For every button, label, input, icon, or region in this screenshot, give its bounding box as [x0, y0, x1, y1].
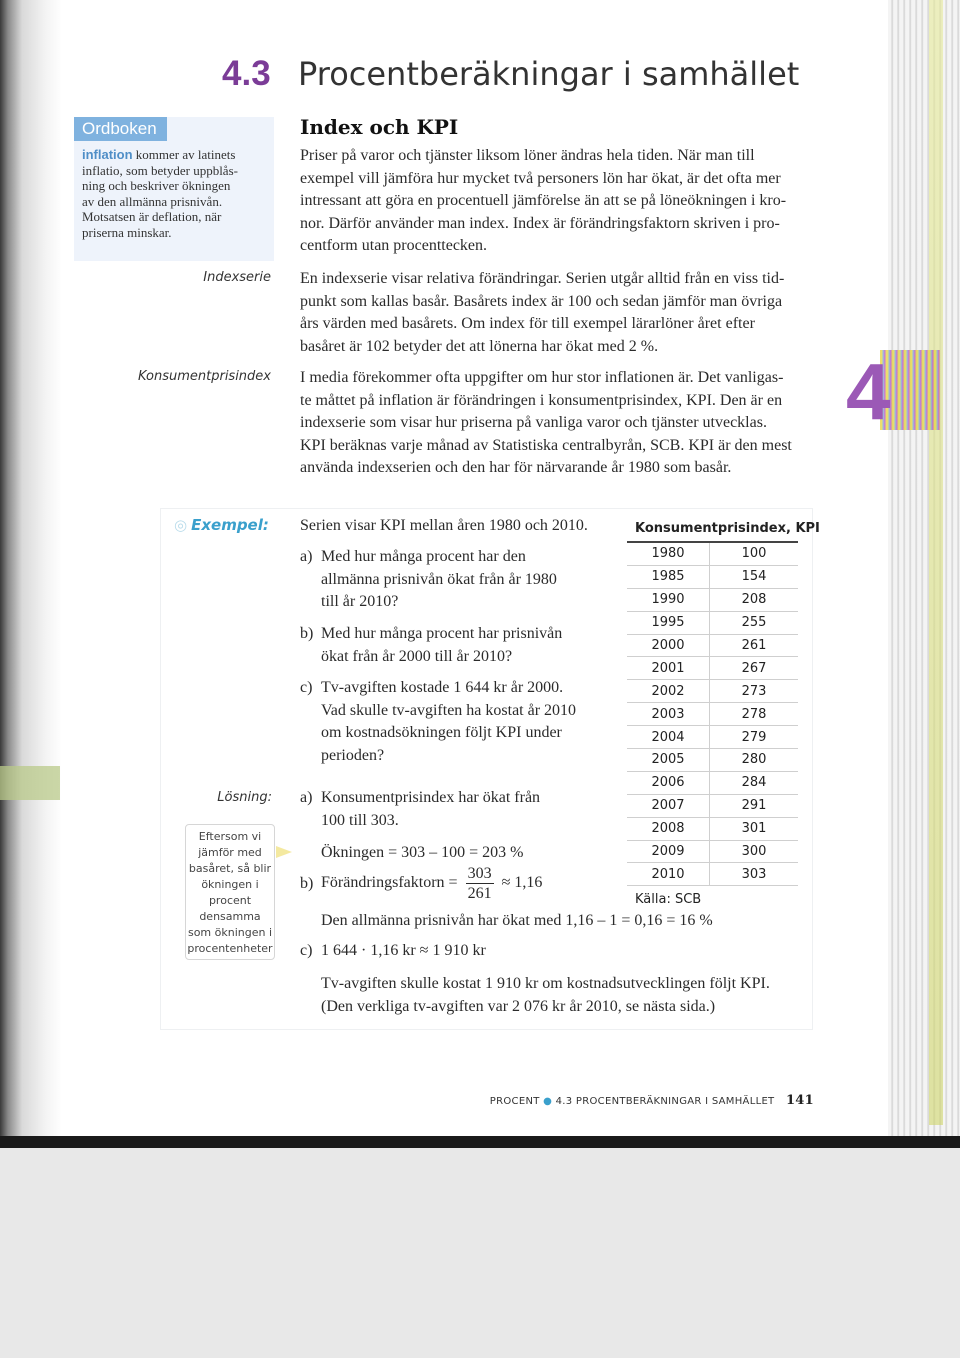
- question-c-label: c): [300, 679, 313, 696]
- kpi-value: 279: [741, 729, 767, 745]
- text-line: exempel vill jämföra hur mycket två personers lön har ökat, är det ofta mer: [300, 169, 781, 187]
- kpi-year: 2006: [627, 772, 710, 794]
- calc-suffix: ≈ 1,16: [501, 874, 543, 892]
- answer-a: [321, 787, 540, 832]
- kpi-year: 2000: [627, 635, 710, 657]
- page-number: 141: [785, 1093, 814, 1108]
- kpi-value: 301: [741, 821, 767, 837]
- question-b-label: b): [300, 625, 314, 642]
- page-stack-edge: [888, 0, 960, 1140]
- page-edge-marker: [0, 766, 60, 800]
- kpi-year: 1980: [627, 543, 710, 565]
- kpi-year: 1985: [627, 566, 710, 588]
- kpi-value: 208: [741, 592, 767, 608]
- note-pointer-icon: [276, 846, 292, 858]
- kpi-table: [627, 516, 820, 908]
- note-line: procent: [208, 894, 252, 907]
- text-line: te måttet på inflation är förändringen i konsumentprisindex, KPI. Den är en: [300, 391, 783, 409]
- question-b: [321, 623, 562, 668]
- ordboken-line: kommer av latinets: [135, 147, 236, 162]
- example-label: [174, 516, 269, 534]
- table-row: [627, 726, 798, 749]
- note-line: procentenheter: [187, 942, 273, 955]
- kpi-value: 261: [741, 638, 767, 653]
- page-footer: [490, 1093, 814, 1108]
- solution-label: Lösning:: [217, 790, 272, 805]
- ordboken-line: priserna minskar.: [82, 224, 172, 240]
- margin-term-indexserie: Indexserie: [203, 270, 271, 285]
- ordboken-line: ning och beskriver ökningen: [82, 178, 231, 193]
- kpi-year: 2003: [627, 703, 710, 725]
- table-row: [627, 589, 798, 612]
- margin-term-kpi: Konsumentprisindex: [137, 369, 271, 384]
- chapter-tab-number: 4: [846, 347, 891, 436]
- kpi-value: 273: [741, 683, 767, 699]
- fraction-numerator: 303: [467, 865, 492, 882]
- ordboken-title: Ordboken: [74, 117, 167, 141]
- note-line: jämför med: [198, 846, 262, 859]
- page-stack-tint: [929, 0, 943, 1125]
- text-line: (Den verkliga tv-avgiften var 2 076 kr år 2010, se nästa sida.): [321, 997, 716, 1015]
- text-line: KPI beräknas varje månad av Statistiska centralbyrån, SCB. KPI är den mest: [300, 436, 792, 454]
- footer-section: 4.3 PROCENTBERÄKNINGAR I SAMHÄLLET: [555, 1096, 775, 1107]
- kpi-value: 278: [741, 706, 767, 722]
- answer-c-calc: 1 644 · 1,16 kr ≈ 1 910 kr: [321, 942, 486, 959]
- text-line: Vad skulle tv-avgiften ha kostat år 2010: [321, 701, 577, 719]
- table-row: [627, 635, 798, 658]
- calc-prefix: Förändringsfaktorn =: [321, 874, 458, 892]
- section-heading: Index och KPI: [300, 115, 459, 139]
- question-a-label: a): [300, 548, 313, 565]
- kpi-value: 284: [741, 775, 767, 791]
- text-line: perioden?: [321, 746, 385, 764]
- ordboken-text: [82, 147, 272, 240]
- table-row: [627, 680, 798, 703]
- text-line: basåret är 102 betyder det att lönerna har ökat med 2 %.: [300, 337, 659, 355]
- fraction: [466, 864, 494, 903]
- answer-b-label: b): [300, 875, 314, 892]
- text-line: Tv-avgiften kostade 1 644 kr år 2000.: [321, 679, 564, 696]
- kpi-value: 303: [741, 866, 767, 882]
- answer-b-calc: [321, 864, 542, 903]
- text-line: allmänna prisnivån ökat från år 1980: [321, 570, 557, 588]
- text-line: om kostnadsökningen följt KPI under: [321, 724, 562, 741]
- page-gutter-shadow: [0, 0, 62, 1140]
- kpi-year: 2010: [627, 863, 710, 885]
- table-row: [627, 543, 798, 566]
- table-row: [627, 818, 798, 841]
- kpi-value: 154: [741, 569, 767, 585]
- chapter-number: 4.3: [222, 54, 271, 93]
- note-line: som ökningen i: [187, 926, 273, 939]
- note-line: densamma: [199, 910, 261, 923]
- fraction-denominator: 261: [467, 885, 492, 902]
- kpi-value: 100: [741, 546, 767, 562]
- kpi-value: 280: [741, 752, 767, 768]
- text-line: I media förekommer ofta uppgifter om hur stor inflationen är. Det vanligas-: [300, 369, 784, 386]
- solution-note: [185, 824, 275, 960]
- note-line: ökningen i: [201, 878, 259, 891]
- kpi-year: 2008: [627, 818, 710, 840]
- ordboken-line: av den allmänna prisnivån.: [82, 193, 223, 209]
- scan-bottom-edge: [0, 1136, 960, 1148]
- text-line: Med hur många procent har prisnivån: [321, 625, 563, 642]
- ordboken-line: Motsatsen är deflation, när: [82, 209, 222, 224]
- text-line: till år 2010?: [321, 593, 399, 610]
- table-row: [627, 749, 798, 772]
- text-line: års värden med basårets. Om index för till exempel lärarlöner året efter: [300, 315, 755, 332]
- note-line: Eftersom vi: [198, 830, 262, 843]
- answer-a-calc: Ökningen = 303 – 100 = 203 %: [321, 844, 524, 861]
- table-row: [627, 841, 798, 864]
- table-row: [627, 772, 798, 795]
- answer-b-result: Den allmänna prisnivån har ökat med 1,16 – 1 = 0,16 = 16 %: [321, 912, 713, 929]
- text-line: Konsumentprisindex har ökat från: [321, 789, 541, 806]
- chapter-title: Procentberäkningar i samhället: [298, 55, 800, 93]
- table-row: [627, 612, 798, 635]
- text-line: nor. Därför använder man index. Index är förändringsfaktorn skriven i pro-: [300, 214, 780, 232]
- text-line: indexserie som visar hur priserna på vanliga varor och tjänster utvecklas.: [300, 414, 767, 431]
- text-line: Med hur många procent har den: [321, 548, 526, 565]
- ordboken-line: inflatio, som betyder uppblås-: [82, 162, 238, 178]
- text-line: centform utan procenttecken.: [300, 237, 488, 254]
- kpi-year: 2005: [627, 749, 710, 771]
- text-line: punkt som kallas basår. Basårets index är 100 och sedan jämför man övriga: [300, 292, 783, 310]
- kpi-year: 2004: [627, 726, 710, 748]
- kpi-table-body: [627, 543, 798, 886]
- paragraph-indexserie: [300, 268, 812, 358]
- table-row: [627, 795, 798, 818]
- text-line: ökat från år 2000 till år 2010?: [321, 647, 513, 665]
- example-label-text: Exempel:: [191, 516, 269, 534]
- ordboken-term: inflation: [82, 147, 133, 162]
- kpi-table-title: Konsumentprisindex, KPI: [627, 516, 798, 543]
- kpi-year: 2001: [627, 657, 710, 679]
- table-row: [627, 657, 798, 680]
- paragraph-intro: [300, 145, 812, 258]
- text-line: 100 till 303.: [321, 811, 399, 829]
- kpi-table-source: Källa: SCB: [635, 892, 702, 908]
- answer-c-label: c): [300, 942, 313, 959]
- scan-background: [0, 1148, 960, 1358]
- note-line: basåret, så blir: [188, 862, 272, 875]
- kpi-year: 2002: [627, 680, 710, 702]
- question-a: [321, 546, 557, 614]
- kpi-value: 267: [741, 660, 767, 676]
- kpi-value: 291: [741, 798, 767, 814]
- text-line: använda indexserien och den har för närvarande år 1980 som basår.: [300, 459, 732, 476]
- answer-a-label: a): [300, 789, 313, 806]
- table-row: [627, 703, 798, 726]
- text-line: intressant att göra en procentuell jämförelse än att se på löneökningen i kro-: [300, 192, 787, 209]
- kpi-year: 1990: [627, 589, 710, 611]
- question-c: [321, 677, 576, 767]
- table-row: [627, 566, 798, 589]
- kpi-value: 300: [741, 844, 767, 860]
- example-intro: Serien visar KPI mellan åren 1980 och 2010.: [300, 517, 588, 534]
- table-row: [627, 863, 798, 886]
- text-line: Tv-avgiften skulle kostat 1 910 kr om kostnadsutvecklingen följt KPI.: [321, 975, 770, 992]
- kpi-value: 255: [741, 615, 767, 631]
- kpi-year: 2007: [627, 795, 710, 817]
- answer-c-text: [321, 973, 770, 1018]
- text-line: En indexserie visar relativa förändringar. Serien utgår alltid från en viss tid-: [300, 270, 785, 287]
- footer-chapter: PROCENT: [489, 1096, 540, 1107]
- kpi-year: 1995: [627, 612, 710, 634]
- footer-bullet-icon: ●: [543, 1096, 553, 1107]
- paragraph-kpi: [300, 367, 812, 480]
- example-circle-icon: ◎: [174, 516, 188, 534]
- text-line: Priser på varor och tjänster liksom löner ändras hela tiden. När man till: [300, 147, 755, 164]
- kpi-year: 2009: [627, 841, 710, 863]
